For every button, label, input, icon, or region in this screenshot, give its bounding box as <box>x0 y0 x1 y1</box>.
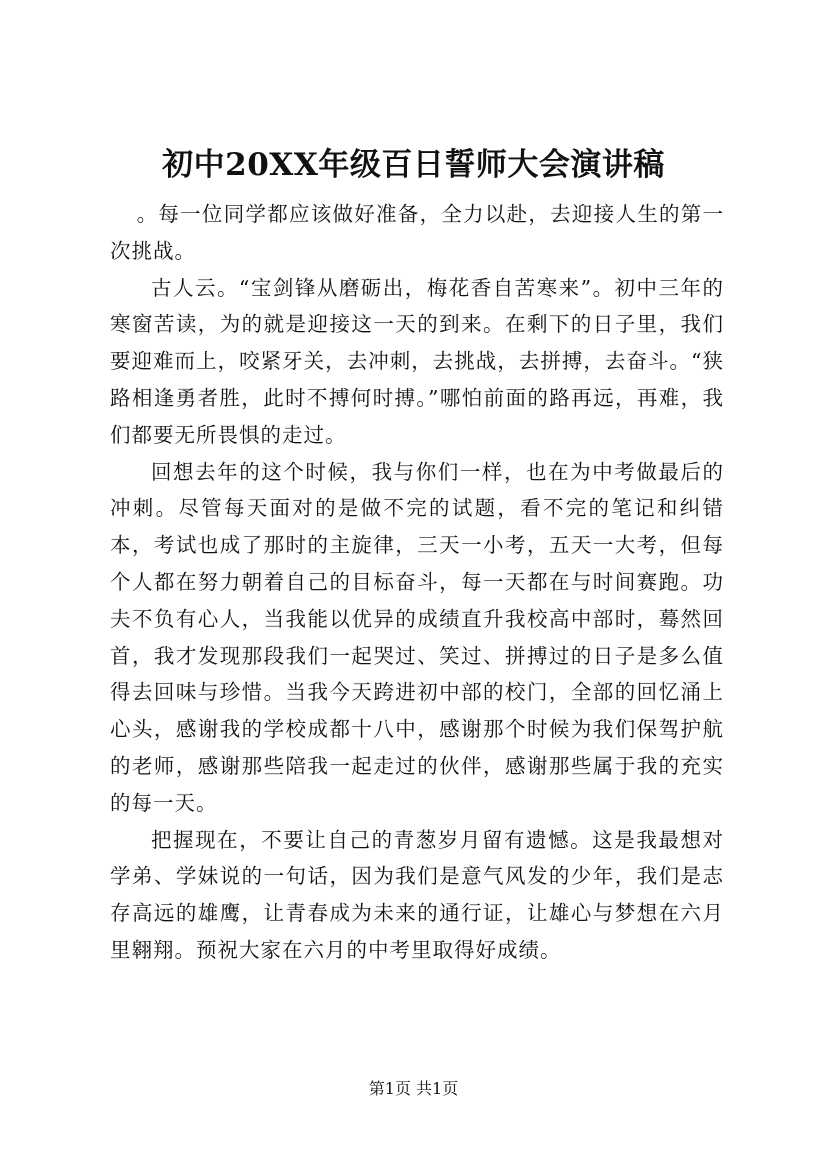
document-body <box>110 196 724 969</box>
document-title: 初中20XX年级百日誓师大会演讲稿 <box>162 147 665 183</box>
paragraph-4: 把握现在，不要让自己的青葱岁月留有遗憾。这是我最想对学弟、学妹说的一句话，因为我们是意气风发的少年，我们是志存高远的雄鹰，让青春成为未来的通行证，让雄心与梦想在六月里翱翔。预祝大家在六月的中考里取得好成绩。 <box>110 827 724 962</box>
page-number-footer: 第1页 共1页 <box>368 1079 459 1098</box>
paragraph-1: 。每一位同学都应该做好准备，全力以赴，去迎接人生的第一次挑战。 <box>110 202 724 263</box>
paragraph-3: 回想去年的这个时候，我与你们一样，也在为中考做最后的冲刺。尽管每天面对的是做不完的试题，看不完的笔记和纠错本，考试也成了那时的主旋律，三天一小考，五天一大考，但每个人都在努力朝着自己的目标奋斗，每一天都在与时间赛跑。功夫不负有心人，当我能以优异的成绩直升我校高中部时，蓦然回首，我才发现那段我们一起哭过、笑过、拼搏过的日子是多么值得去回味与珍惜。当我今天跨进初中部的校门，全部的回忆涌上心头，感谢我的学校成都十八中，感谢那个时候为我们保驾护航的老师，感谢那些陪我一起走过的伙伴，感谢那些属于我的充实的每一天。 <box>110 459 724 815</box>
paragraph-2: 古人云。“宝剑锋从磨砺出，梅花香自苦寒来”。初中三年的寒窗苦读，为的就是迎接这一天的到来。在剩下的日子里，我们要迎难而上，咬紧牙关，去冲刺，去挑战，去拼搏，去奋斗。“狭路相逢勇者胜，此时不搏何时搏。”哪怕前面的路再远，再难，我们都要无所畏惧的走过。 <box>110 275 724 447</box>
